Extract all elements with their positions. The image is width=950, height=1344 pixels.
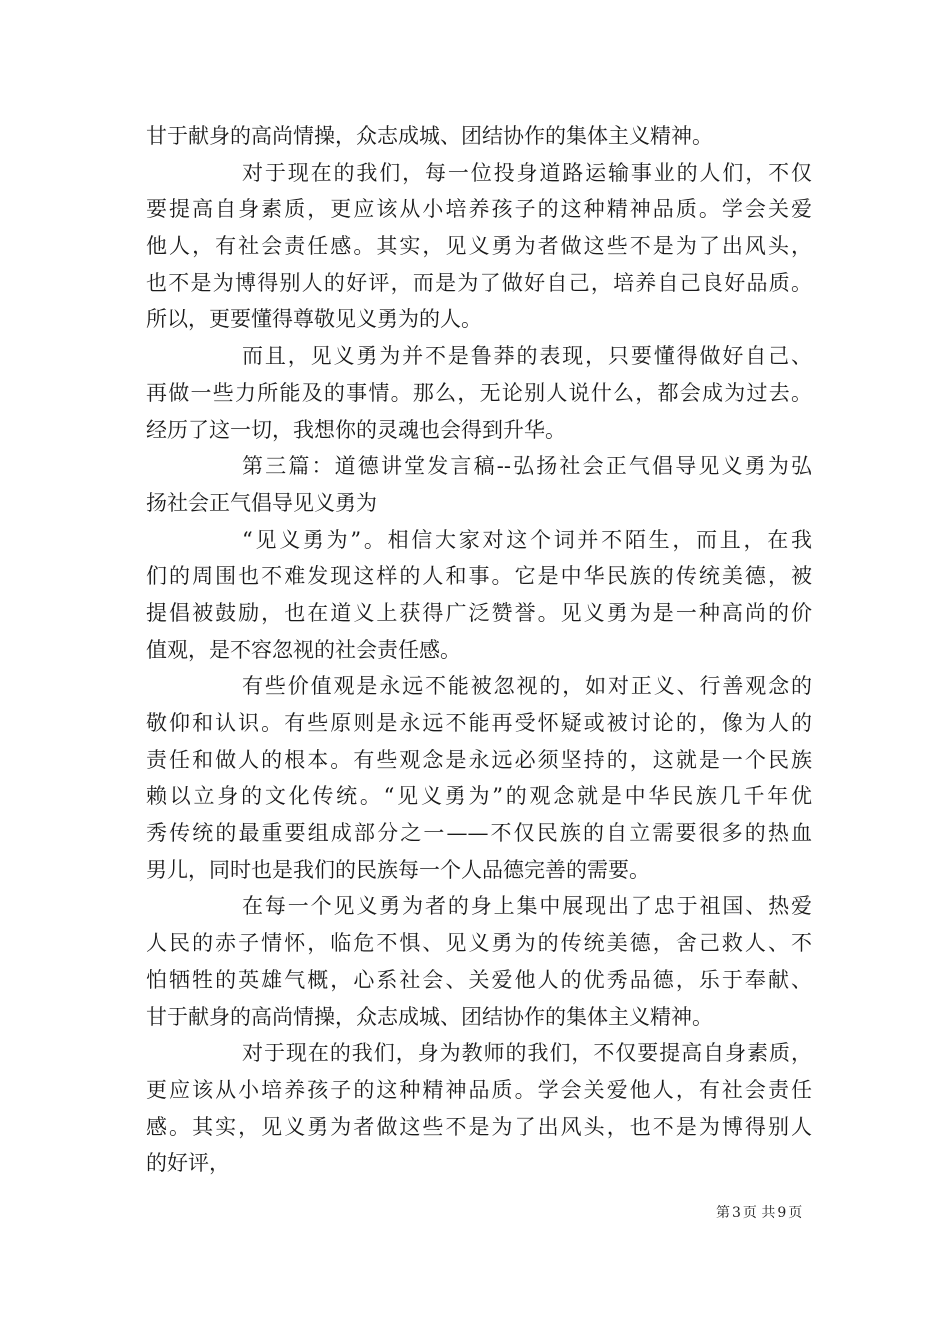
text-line: 赖以立身的文化传统。“见义勇为”的观念就是中华民族几千年优 bbox=[146, 784, 812, 809]
text-line: 值观，是不容忽视的社会责任感。 bbox=[146, 637, 461, 662]
text-line: 提倡被鼓励，也在道义上获得广泛赞誉。见义勇为是一种高尚的价 bbox=[146, 600, 812, 625]
text-line: 秀传统的最重要组成部分之一——不仅民族的自立需要很多的热血 bbox=[146, 821, 812, 846]
text-line: 男儿，同时也是我们的民族每一个人品德完善的需要。 bbox=[146, 857, 650, 882]
text-line: 们的周围也不难发现这样的人和事。它是中华民族的传统美德，被 bbox=[146, 564, 812, 589]
text-line: 的好评， bbox=[146, 1151, 230, 1176]
text-line: 人民的赤子情怀，临危不惧、见义勇为的传统美德，舍己救人、不 bbox=[146, 931, 812, 956]
section-heading-line: 扬社会正气倡导见义勇为 bbox=[146, 490, 377, 515]
text-line: 怕牺牲的英雄气概，心系社会、关爱他人的优秀品德，乐于奉献、 bbox=[146, 967, 812, 992]
paragraph-first-line: 而且，见义勇为并不是鲁莽的表现，只要懂得做好自己、 bbox=[242, 344, 812, 369]
footer-total-pages: 9 bbox=[777, 1205, 787, 1221]
footer-current-page: 3 bbox=[732, 1205, 741, 1221]
paragraph-first-line: “见义勇为”。相信大家对这个词并不陌生，而且，在我 bbox=[242, 527, 812, 552]
text-line: 责任和做人的根本。有些观念是永远必须坚持的，这就是一个民族 bbox=[146, 747, 812, 772]
text-line: 更应该从小培养孩子的这种精神品质。学会关爱他人，有社会责任 bbox=[146, 1077, 812, 1102]
text-line: 要提高自身素质，更应该从小培养孩子的这种精神品质。学会关爱 bbox=[146, 197, 812, 222]
page-footer bbox=[716, 1202, 804, 1222]
text-line: 甘于献身的高尚情操，众志成城、团结协作的集体主义精神。 bbox=[146, 124, 713, 148]
paragraph-first-line: 有些价值观是永远不能被忽视的，如对正义、行善观念的 bbox=[242, 674, 812, 699]
paragraph-first-line: 对于现在的我们，身为教师的我们，不仅要提高自身素质， bbox=[242, 1041, 812, 1066]
text-line: 也不是为博得别人的好评，而是为了做好自己，培养自己良好品质。 bbox=[146, 270, 812, 295]
text-line: 所以，更要懂得尊敬见义勇为的人。 bbox=[146, 307, 482, 332]
text-line: 经历了这一切，我想你的灵魂也会得到升华。 bbox=[146, 417, 566, 442]
text-line: 敬仰和认识。有些原则是永远不能再受怀疑或被讨论的，像为人的 bbox=[146, 711, 812, 735]
text-line: 感。其实，见义勇为者做这些不是为了出风头，也不是为博得别人 bbox=[146, 1114, 812, 1139]
footer-suffix: 页 bbox=[788, 1205, 803, 1221]
paragraph-first-line: 在每一个见义勇为者的身上集中展现出了忠于祖国、热爱 bbox=[242, 894, 812, 919]
paragraph-first-line: 对于现在的我们，每一位投身道路运输事业的人们，不仅 bbox=[242, 160, 812, 185]
text-line: 他人，有社会责任感。其实，见义勇为者做这些不是为了出风头， bbox=[146, 234, 812, 259]
footer-middle: 页 共 bbox=[742, 1205, 776, 1221]
body-text bbox=[146, 118, 812, 1182]
footer-prefix: 第 bbox=[716, 1205, 730, 1221]
section-heading-line: 第三篇：道德讲堂发言稿--弘扬社会正气倡导见义勇为弘 bbox=[242, 454, 812, 479]
text-line: 再做一些力所能及的事情。那么，无论别人说什么，都会成为过去。 bbox=[146, 380, 812, 405]
text-line: 甘于献身的高尚情操，众志成城、团结协作的集体主义精神。 bbox=[146, 1004, 713, 1029]
